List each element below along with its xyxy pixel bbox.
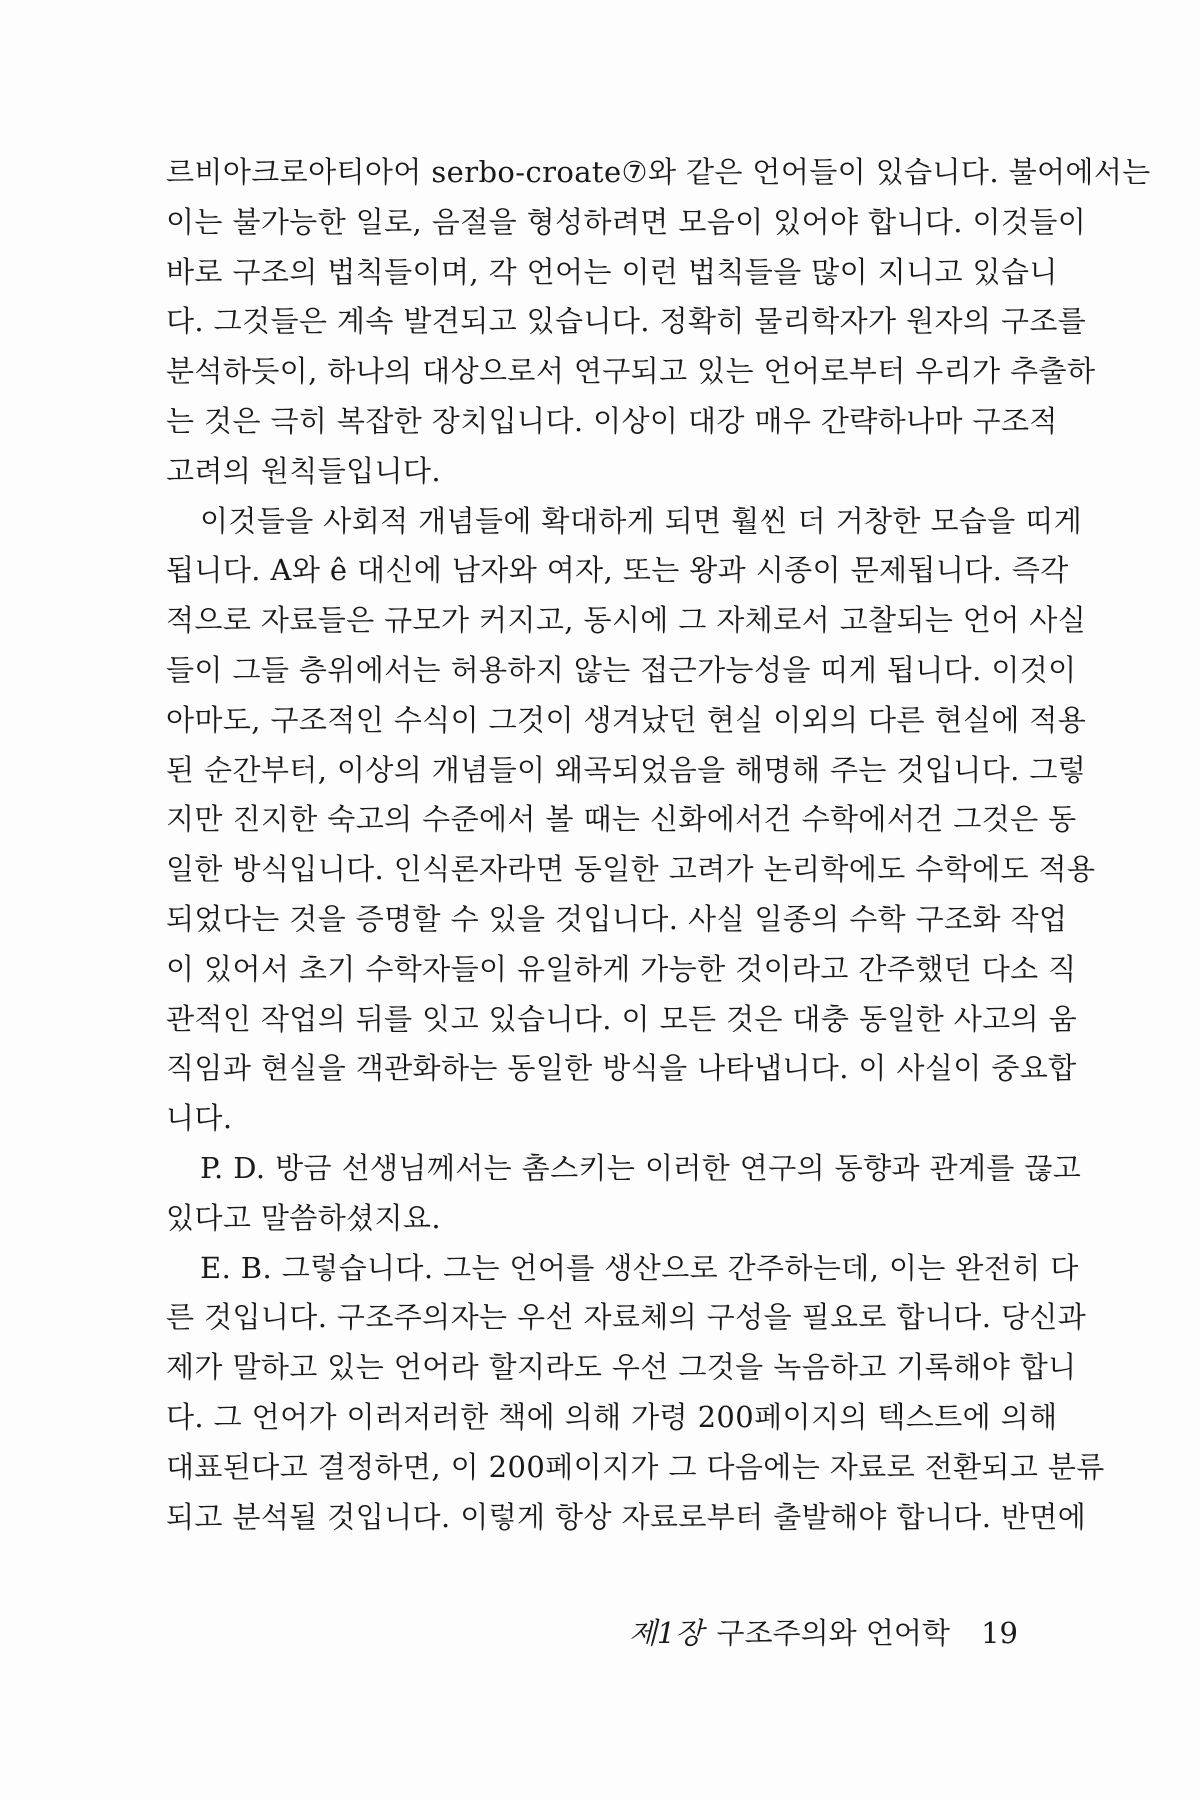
text-line: 제가 말하고 있는 언어라 할지라도 우선 그것을 녹음하고 기록해야 합니: [166, 1350, 1077, 1385]
text-line: 된 순간부터, 이상의 개념들이 왜곡되었음을 해명해 주는 것입니다. 그렇: [166, 752, 1087, 787]
text-line: 니다.: [166, 1101, 233, 1136]
text-line: 됩니다. A와 ê 대신에 남자와 여자, 또는 왕과 시종이 문제됩니다. 즉각: [166, 553, 1069, 588]
text-line: 다. 그 언어가 이러저러한 책에 의해 가령 200페이지의 텍스트에 의해: [166, 1399, 1058, 1434]
text-line: 이 있어서 초기 수학자들이 유일하게 가능한 것이라고 간주했던 다소 직: [166, 951, 1077, 986]
paragraph: [166, 1244, 1105, 1543]
text-line: 바로 구조의 법칙들이며, 각 언어는 이런 법칙들을 많이 지니고 있습니: [166, 254, 1058, 289]
text-line: 관적인 작업의 뒤를 잇고 있습니다. 이 모든 것은 대충 동일한 사고의 움: [166, 1001, 1078, 1036]
page-number: 19: [981, 1616, 1018, 1650]
text-line: 되고 분석될 것입니다. 이렇게 항상 자료로부터 출발해야 합니다. 반면에: [166, 1499, 1087, 1534]
paragraph: [166, 497, 1096, 1144]
text-line: 일한 방식입니다. 인식론자라면 동일한 고려가 논리학에도 수학에도 적용: [166, 852, 1096, 887]
text-line: 이것들을 사회적 개념들에 확대하게 되면 훨씬 더 거창한 모습을 띠게: [200, 503, 1083, 538]
text-line: 다. 그것들은 계속 발견되고 있습니다. 정확히 물리학자가 원자의 구조를: [166, 304, 1087, 339]
text-line: E. B. 그렇습니다. 그는 언어를 생산으로 간주하는데, 이는 완전히 다: [200, 1250, 1079, 1285]
text-line: 대표된다고 결정하면, 이 200페이지가 그 다음에는 자료로 전환되고 분류: [166, 1449, 1105, 1484]
text-line: 적으로 자료들은 규모가 커지고, 동시에 그 자체로서 고찰되는 언어 사실: [166, 603, 1087, 638]
text-line: 있다고 말씀하셨지요.: [166, 1200, 441, 1235]
chapter-number: 제1장: [628, 1616, 704, 1650]
text-line: 직임과 현실을 객관화하는 동일한 방식을 나타냅니다. 이 사실이 중요합: [166, 1051, 1077, 1086]
text-line: 고려의 원칙들입니다.: [166, 453, 441, 488]
text-line: 분석하듯이, 하나의 대상으로서 연구되고 있는 언어로부터 우리가 추출하: [166, 354, 1096, 389]
paragraph: [166, 148, 1151, 497]
text-line: 이는 불가능한 일로, 음절을 형성하려면 모음이 있어야 합니다. 이것들이: [166, 204, 1087, 239]
paragraph: [166, 1144, 1082, 1244]
chapter-title: 구조주의와 언어학: [716, 1616, 950, 1650]
text-line: 아마도, 구조적인 수식이 그것이 생겨났던 현실 이외의 다른 현실에 적용: [166, 702, 1087, 737]
page-footer: [166, 1608, 1018, 1658]
text-line: P. D. 방금 선생님께서는 촘스키는 이러한 연구의 동향과 관계를 끊고: [200, 1150, 1082, 1185]
text-line: 들이 그들 층위에서는 허용하지 않는 접근가능성을 띠게 됩니다. 이것이: [166, 652, 1077, 687]
text-line: 르비아크로아티아어 serbo-croate⑦와 같은 언어들이 있습니다. 불어에서는: [166, 155, 1151, 189]
body-text: [166, 148, 1151, 1542]
text-line: 는 것은 극히 복잡한 장치입니다. 이상이 대강 매우 간략하나마 구조적: [166, 403, 1058, 438]
text-line: 지만 진지한 숙고의 수준에서 볼 때는 신화에서건 수학에서건 그것은 동: [166, 802, 1077, 837]
text-line: 되었다는 것을 증명할 수 있을 것입니다. 사실 일종의 수학 구조화 작업: [166, 901, 1068, 936]
text-line: 른 것입니다. 구조주의자는 우선 자료체의 구성을 필요로 합니다. 당신과: [166, 1300, 1087, 1335]
